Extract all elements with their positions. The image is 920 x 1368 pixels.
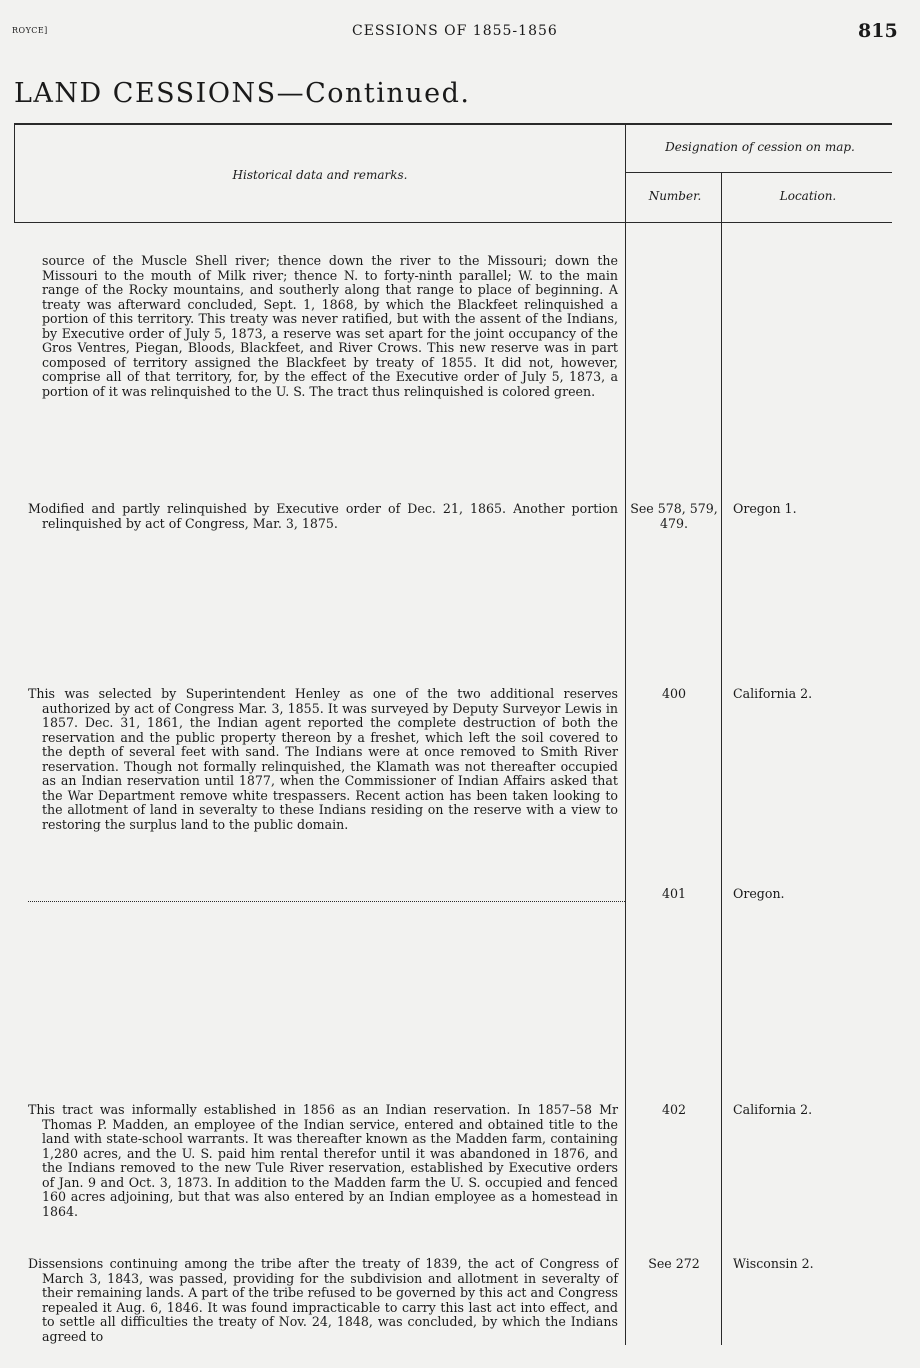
cession-location: Oregon.	[733, 886, 785, 901]
remarks-text: This was selected by Superintendent Henley as one of the two additional reserves authorized by act of Congress Mar. 3, 1855. It was surveyed by Deputy Surveyor Lewis in 1857. Dec. 31, 1861, the Indian agent reported the complete destruction of both the reservation and the public property thereon by a freshet, which left the soil covered to the depth of several feet with sand. The Indians were at once removed to Smith River reservation. Though not formally relinquished, the Klamath was not thereafter occupied as an Indian reservation until 1877, when the Commissioner of Indian Affairs asked that the War Department remove white trespassers. Recent action has been taken looking to the allotment of land in severalty to these Indians residing on the reserve with a view to restoring the surplus land to the public domain.	[28, 686, 618, 832]
designation-subheader-rule	[626, 172, 892, 173]
remarks-text: source of the Muscle Shell river; thence down the river to the Missouri; down the Missouri to the mouth of Milk river; thence N. to forty-ninth parallel; W. to the main range of the Rocky mountains, and southerly along that range to place of beginning. A treaty was afterward concluded, Sept. 1, 1868, by which the Blackfeet relinquished a portion of this territory. This treaty was never ratified, but with the assent of the Indians, by Executive order of July 5, 1873, a reserve was set apart for the joint occupancy of the Gros Ventres, Piegan, Bloods, Blackfeet, and River Crows. This new reserve was in part composed of territory assigned the Blackfeet by treaty of 1855. It did not, however, comprise all of that territory, for, by the effect of the Executive order of July 5, 1873, a portion of it was relinquished to the U. S. The tract thus relinquished is colored green.	[42, 253, 618, 399]
remarks-text: Dissensions continuing among the tribe after the treaty of 1839, the act of Congress of March 3, 1843, was passed, providing for the subdivision and allotment in severalty of their remaining lands. A part of the tribe refused to be governed by this act and Congress repealed it Aug. 6, 1846. It was found impracticable to carry this last act into effect, and to settle all difficulties the treaty of Nov. 24, 1848, was concluded, by which the Indians agreed to	[28, 1256, 618, 1344]
cession-number: 401	[661, 886, 687, 901]
column-divider-2	[721, 172, 722, 1345]
running-head-title: CESSIONS OF 1855-1856	[352, 23, 558, 39]
row-separator-dotted	[28, 901, 625, 902]
table-row-remarks	[42, 254, 618, 399]
cession-location: Wisconsin 2.	[733, 1256, 814, 1271]
header-historical-data: Historical data and remarks.	[232, 168, 408, 182]
table-row-remarks	[28, 1257, 618, 1344]
page-number: 815	[858, 20, 898, 42]
cession-number: See 272	[648, 1256, 700, 1271]
table-top-rule	[14, 123, 892, 125]
cession-location: California 2.	[733, 686, 813, 701]
table-left-rule	[14, 123, 15, 223]
remarks-text: Modified and partly relinquished by Executive order of Dec. 21, 1865. Another portion relinquished by act of Congress, Mar. 3, 1875.	[28, 501, 618, 531]
cession-location: California 2.	[733, 1102, 813, 1117]
page-title: LAND CESSIONS—Continued.	[14, 78, 471, 109]
cession-number: 402	[661, 1102, 687, 1117]
table-row-remarks	[28, 502, 618, 531]
remarks-text: This tract was informally established in 1856 as an Indian reservation. In 1857–58 Mr Thomas P. Madden, an employee of the Indian service, entered and obtained title to the land with state-school warrants. It was thereafter known as the Madden farm, containing 1,280 acres, and the U. S. paid him rental therefor until it was abandoned in 1876, and the Indians removed to the new Tule River reservation, established by Executive orders of Jan. 9 and Oct. 3, 1873. In addition to the Madden farm the U. S. occupied and fenced 160 acres adjoining, but that was also entered by an Indian employee as a homestead in 1864.	[28, 1102, 618, 1219]
cession-number: 400	[661, 686, 687, 701]
header-location: Location.	[779, 189, 837, 203]
header-number: Number.	[648, 189, 702, 203]
cession-number: See 578, 579, 479.	[630, 501, 718, 531]
running-head	[0, 20, 920, 44]
header-bottom-rule	[14, 222, 892, 223]
table-row-remarks	[28, 1103, 618, 1219]
header-designation: Designation of cession on map.	[665, 140, 855, 154]
column-divider-1	[625, 123, 626, 1345]
cession-location: Oregon 1.	[733, 501, 797, 516]
table-row-remarks	[28, 687, 618, 832]
running-head-author: ROYCE]	[12, 26, 48, 35]
